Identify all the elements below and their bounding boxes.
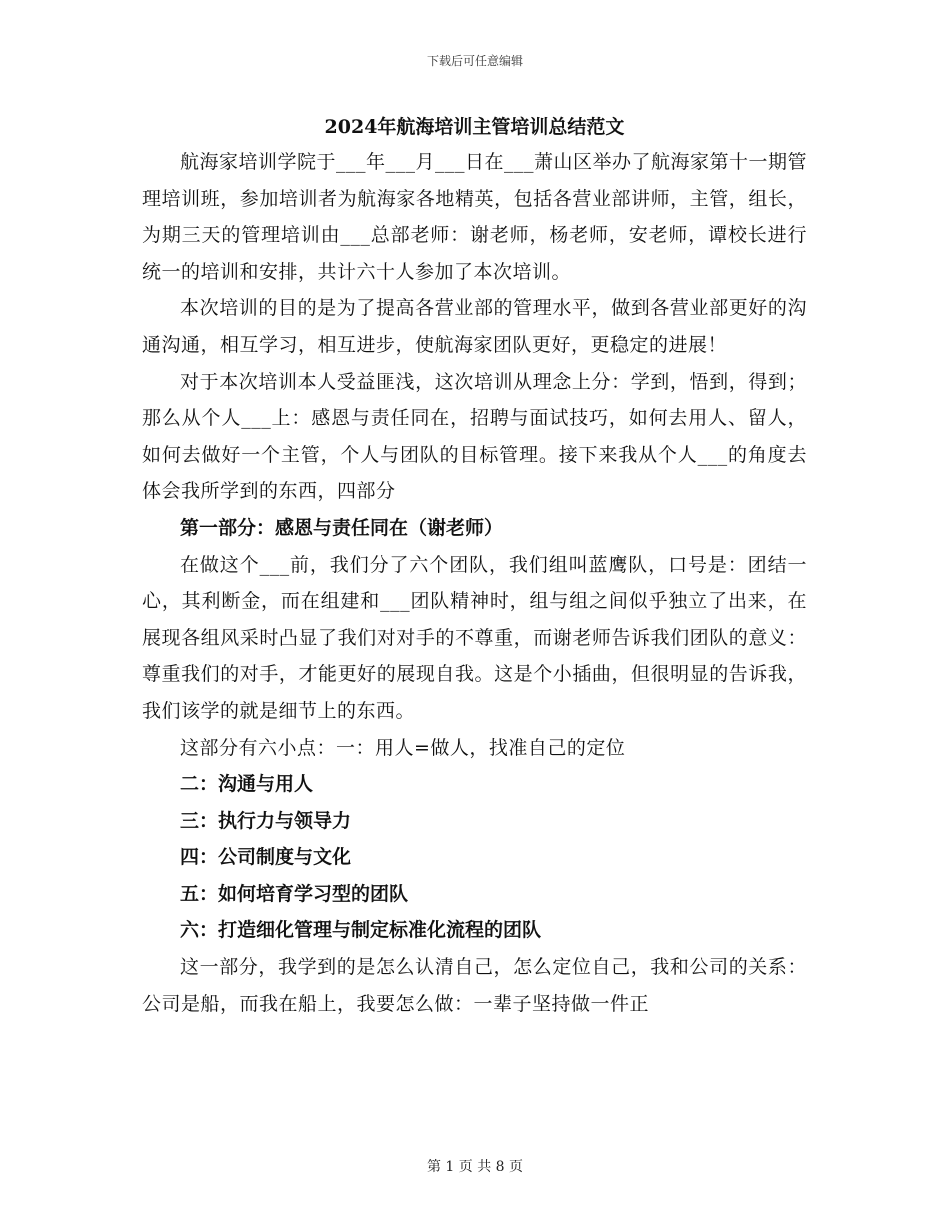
points-intro: 这部分有六小点：一：用人=做人，找准自己的定位 <box>180 736 626 759</box>
page-footer: 第 1 页 共 8 页 <box>426 1159 524 1175</box>
page-header-note: 下载后可任意编辑 <box>426 54 523 68</box>
point-item: 五：如何培育学习型的团队 <box>180 882 409 905</box>
point-item: 四：公司制度与文化 <box>180 846 352 869</box>
document-body <box>142 110 807 1022</box>
closing-paragraph: 这一部分，我学到的是怎么认清自己，怎么定位自己，我和公司的关系：公司是船，而我在船上，我要怎么做：一辈子坚持做一件正 <box>142 956 807 1015</box>
section-heading: 第一部分：感恩与责任同在（谢老师） <box>180 516 504 539</box>
intro-paragraph: 航海家培训学院于___年___月___日在___萧山区举办了航海家第十一期管理培训班，参加培训者为航海家各地精英，包括各营业部讲师，主管，组长，为期三天的管理培训由___总部老师：谢老师，杨老师，安老师，谭校长进行统一的培训和安排，共计六十人参加了本次培训。 <box>142 151 808 283</box>
section-paragraph: 在做这个___前，我们分了六个团队，我们组叫蓝鹰队，口号是：团结一心，其利断金，而在组建和___团队精神时，组与组之间似乎独立了出来，在展现各组风采时凸显了我们对对手的不尊重，而谢老师告诉我们团队的意义：尊重我们的对手，才能更好的展现自我。这是个小插曲，但很明显的告诉我，我们该学的就是细节上的东西。 <box>142 553 807 722</box>
purpose-paragraph: 本次培训的目的是为了提高各营业部的管理水平，做到各营业部更好的沟通沟通，相互学习，相互进步，使航海家团队更好，更稳定的进展！ <box>142 297 807 356</box>
document-title: 2024年航海培训主管培训总结范文 <box>324 116 625 138</box>
point-item: 六：打造细化管理与制定标准化流程的团队 <box>180 919 542 942</box>
summary-paragraph: 对于本次培训本人受益匪浅，这次培训从理念上分：学到，悟到，得到；那么从个人___上：感恩与责任同在，招聘与面试技巧，如何去用人、留人，如何去做好一个主管，个人与团队的目标管理。接下来我从个人___的角度去体会我所学到的东西，四部分 <box>142 370 807 503</box>
point-item: 二：沟通与用人 <box>180 773 314 796</box>
point-item: 三：执行力与领导力 <box>180 809 352 832</box>
